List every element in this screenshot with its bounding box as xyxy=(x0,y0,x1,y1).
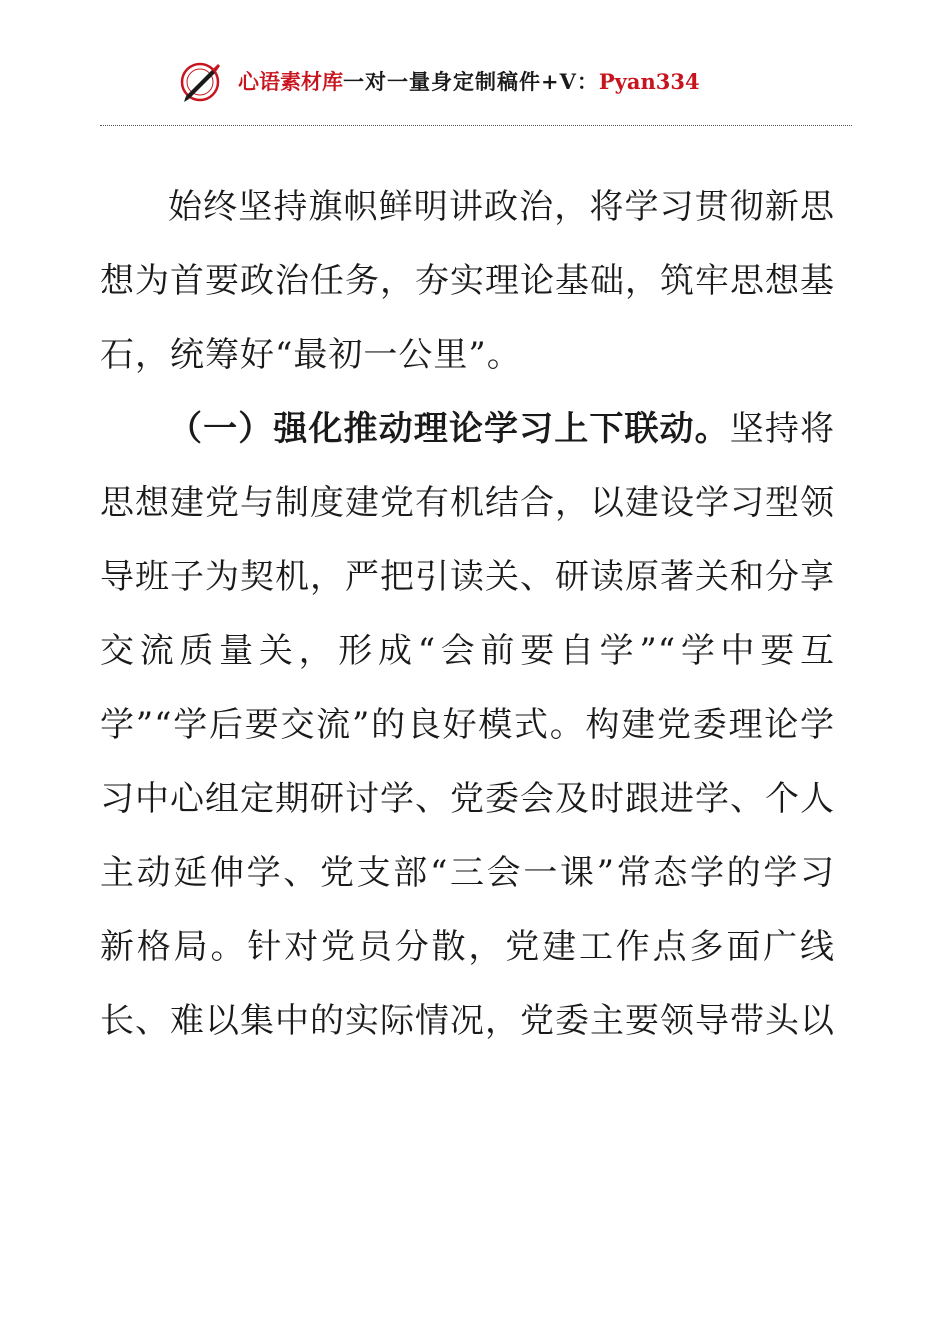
header-divider xyxy=(100,125,852,126)
paragraph-intro: 始终坚持旗帜鲜明讲政治，将学习贯彻新思想为首要政治任务，夯实理论基础，筑牢思想基石，统筹好“最初一公里”。 xyxy=(100,187,835,375)
brand-name: 心语素材库 xyxy=(238,69,343,94)
document-body xyxy=(100,170,835,1058)
pen-seal-logo-icon xyxy=(178,60,222,104)
page-header xyxy=(0,60,950,104)
paragraph-section-1 xyxy=(100,392,835,1058)
section-heading: （一）强化推动理论学习上下联动。 xyxy=(168,409,730,449)
header-plus-v: +V： xyxy=(541,69,599,94)
section-text: 坚持将思想建党与制度建党有机结合，以建设学习型领导班子为契机，严把引读关、研读原著关和分享交流质量关，形成“会前要自学”“学中要互学”“学后要交流”的良好模式。构建党委理论学习中心组定期研讨学、党委会及时跟进学、个人主动延伸学、党支部“三会一课”常态学的学习新格局。针对党员分散，党建工作点多面广线长、难以集中的实际情况，党委主要领导带头以 xyxy=(100,409,836,1041)
header-contact: Pyan334 xyxy=(598,69,700,94)
header-tagline: 一对一量身定制稿件 xyxy=(343,69,541,94)
header-text xyxy=(238,64,700,100)
